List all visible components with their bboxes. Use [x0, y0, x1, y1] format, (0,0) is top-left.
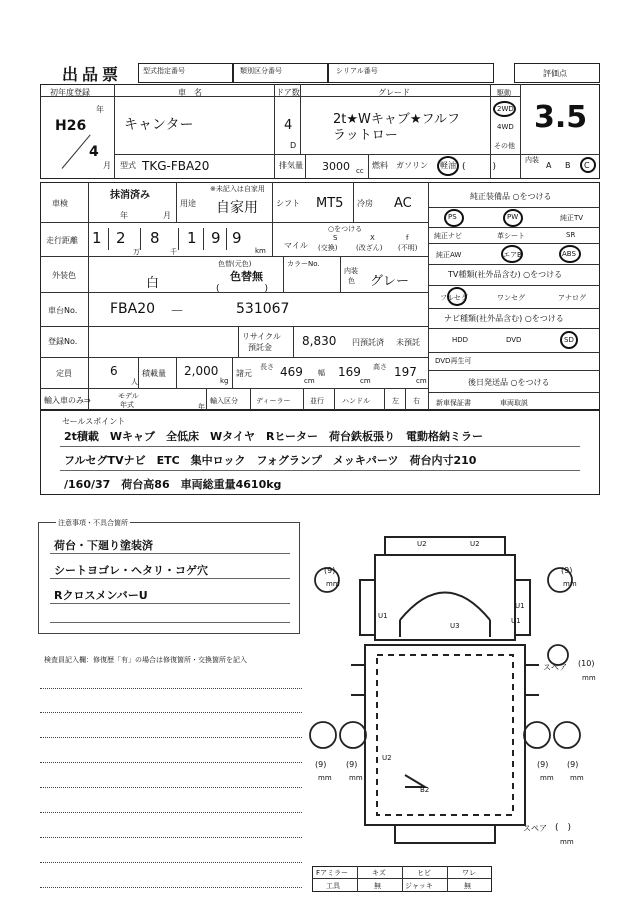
tread-front-right-unit: mm [563, 580, 577, 588]
height-label: 高さ [373, 363, 387, 371]
footer-r1-c4: ワレ [462, 869, 476, 877]
color-value: 白 [146, 276, 160, 291]
shift-label: シフト [276, 199, 300, 208]
tail-gate [395, 825, 495, 843]
first-reg-month: 4 [89, 144, 99, 160]
tread-rear-r1-unit: mm [540, 774, 554, 782]
shaken-value: 抹消済み [110, 190, 150, 201]
shaken-year-unit: 年 [120, 211, 128, 220]
later-title: 後日発送品 ○をつける [468, 378, 550, 387]
footer-r2-c2: 無 [374, 882, 381, 890]
navi-hdd: HDD [452, 336, 469, 344]
footer-r2-c3: ジャッキ [405, 882, 433, 890]
tread-rear-l2: (9) [346, 760, 358, 769]
capacity-label: 定員 [56, 369, 72, 378]
sales-points-label: セールスポイント [62, 417, 126, 426]
mile-label: マイル [284, 241, 308, 250]
interior-c: C [584, 161, 590, 170]
sales-point-line3: /160/37 荷台高86 車両総重量4610kg [64, 478, 282, 491]
car-name: キャンター [124, 117, 194, 133]
diagram-b2: B2 [420, 786, 430, 794]
fuel-diesel: 軽油 [440, 161, 456, 170]
length-value: 469 [280, 365, 303, 379]
tread-rear-r2-unit: mm [570, 774, 584, 782]
displacement-value: 3000 [322, 160, 350, 173]
spare2-label: スペア [523, 824, 547, 833]
capacity-unit: 人 [131, 378, 138, 386]
tv-type-title: TV種類(社外品含む) ○をつける [448, 270, 563, 279]
import-label: 輸入車のみ⇒ [44, 396, 91, 405]
modified-mark: Ⅹ [370, 234, 375, 242]
truck-diagram [305, 525, 605, 865]
usage-value: 自家用 [216, 200, 258, 216]
equip-abs: ABS [562, 250, 576, 258]
tread-rear-r2: (9) [567, 760, 579, 769]
serial-label: シリアル番号 [336, 67, 378, 75]
interior-color-label2: 色 [348, 277, 355, 285]
spare-label: スペア [543, 663, 567, 672]
recycle-label2: 預託金 [248, 343, 272, 352]
diagram-u1-right-top: U1 [515, 602, 525, 610]
color-no-label: カラーNo. [287, 260, 320, 268]
inspector-label: 検査員記入欄：修復歴「有」の場合は修復箇所・交換箇所を記入 [44, 656, 247, 664]
tread-rear-l1-unit: mm [318, 774, 332, 782]
load-unit: kg [220, 377, 229, 385]
diagram-u2-left: U2 [417, 540, 427, 548]
unknown-text: (不明) [398, 244, 418, 252]
handle-label: ハンドル [342, 397, 370, 405]
capacity-value: 6 [110, 364, 118, 378]
sales-point-line1: 2t積載 Wキャブ 全低床 Wタイヤ Rヒーター 荷台鉄板張り 電動格納ミラー [64, 430, 483, 443]
import-parallel: 並行 [310, 397, 324, 405]
model-value: TKG-FBA20 [142, 159, 210, 173]
tv-oneseg: ワンセグ [497, 294, 525, 302]
drive-label: 駆動 [497, 89, 511, 97]
spare2-unit: mm [560, 838, 574, 846]
displacement-unit: cc [356, 167, 364, 175]
diagram-u2-lower: U2 [382, 754, 392, 762]
sheet-title: 出品票 [62, 65, 123, 84]
note-item-3: RクロスメンバーU [54, 589, 148, 602]
recycle-paid: 円預託済 [352, 338, 384, 347]
mileage-digit-6: 9 [232, 229, 242, 247]
navi-dvd: DVD [506, 336, 522, 344]
ac-value: AC [394, 196, 412, 211]
cab-body [375, 555, 515, 640]
dvd-play: DVD再生可 [435, 357, 472, 365]
color-change-value: 色替無 [230, 270, 263, 283]
sales-point-line2: フルセグTVナビ ETC 集中ロック フォグランプ メッキパーツ 荷台内寸210 [64, 454, 477, 467]
handle-right: 右 [413, 397, 420, 405]
diagram-u2-right: U2 [470, 540, 480, 548]
man-unit: 万 [133, 248, 140, 256]
interior-b: B [565, 161, 571, 170]
drive-2wd: 2WD [497, 105, 514, 113]
windshield [400, 593, 490, 621]
tread-front-left: (9) [324, 566, 336, 575]
fuel-paren: ( ) [462, 162, 497, 172]
grade-label: グレード [378, 88, 410, 97]
height-value: 197 [394, 365, 417, 379]
wheel-rear-left-outer [310, 722, 336, 748]
height-unit: cm [416, 377, 427, 385]
grade-line1: 2t★Wキャブ★フルフ [333, 112, 461, 127]
unknown-mark: f [406, 234, 409, 242]
equip-ps: PS [448, 213, 457, 221]
model-year-label1: モデル [118, 392, 139, 400]
door-unit: D [290, 141, 297, 150]
dims-label: 諸元 [236, 369, 252, 378]
usage-note: ※未記入は自家用 [210, 185, 265, 193]
wheel-rear-right-outer [554, 722, 580, 748]
first-reg-label: 初年度登録 [50, 88, 90, 97]
note-item-2: シートヨゴレ・ヘタリ・コゲ穴 [54, 564, 208, 577]
score-value: 3.5 [534, 100, 588, 135]
drive-4wd: 4WD [497, 123, 514, 131]
color-change-paren: ( ) [216, 284, 269, 294]
shaken-label: 車検 [52, 199, 68, 208]
diagram-u1-right-bottom: U1 [511, 617, 521, 625]
score-label: 評価点 [543, 69, 567, 78]
first-reg-era: H26 [55, 118, 87, 134]
load-label: 積載量 [142, 369, 166, 378]
recycle-label1: リサイクル [242, 332, 281, 341]
import-class-label: 輸入区分 [210, 397, 238, 405]
drive-other: その他 [494, 142, 515, 150]
diagram-u3: U3 [450, 622, 460, 630]
mileage-digit-2: 2 [116, 229, 126, 247]
car-name-label: 車 名 [178, 88, 202, 97]
equip-tv: 純正TV [560, 214, 584, 222]
load-value: 2,000 [184, 364, 219, 378]
std-equipment-title: 純正装備品 ○をつける [470, 192, 552, 201]
navi-type-title: ナビ種類(社外品含む) ○をつける [444, 314, 564, 323]
modified-text: (改ざん) [356, 244, 383, 252]
mileage-digit-1: 1 [92, 229, 102, 247]
interior-color-value: グレー [370, 274, 410, 289]
equip-airbag: エアB [503, 251, 522, 259]
navi-sd: SD [564, 336, 574, 344]
tread-rear-l1: (9) [315, 760, 327, 769]
mileage-digit-3: 8 [150, 229, 160, 247]
grade-line2: ラットロー [333, 128, 398, 143]
wheel-rear-right-inner [524, 722, 550, 748]
tread-rear-l2-unit: mm [349, 774, 363, 782]
spare-unit: mm [582, 674, 596, 682]
handle-left: 左 [392, 397, 399, 405]
ac-label: 冷房 [357, 199, 373, 208]
spare2-paren: ( ) [555, 823, 572, 833]
interior-color-label1: 内装 [344, 267, 358, 275]
shift-value: MT5 [316, 196, 344, 211]
category-label: 類別区分番号 [240, 67, 282, 75]
width-value: 169 [338, 365, 361, 379]
width-unit: cm [360, 377, 371, 385]
chassis-label: 車台No. [48, 306, 78, 315]
chassis-dash: － [170, 304, 184, 320]
tread-front-left-unit: mm [326, 580, 340, 588]
later-warranty: 新車保証書 [436, 399, 471, 407]
mileage-digit-4: 1 [187, 229, 197, 247]
footer-r1-c2: キズ [372, 869, 386, 877]
footer-r1-c3: ヒビ [417, 869, 431, 877]
footer-r2-c1: 工具 [326, 882, 340, 890]
km-unit: km [255, 247, 266, 255]
length-label: 長さ [260, 363, 274, 371]
usage-label: 用途 [180, 199, 196, 208]
tread-front-right: (9) [561, 566, 573, 575]
truck-bed [365, 645, 525, 825]
color-label: 外装色 [52, 271, 76, 280]
interior-a: A [546, 161, 552, 170]
chassis-number: 531067 [236, 301, 290, 317]
sen-unit: 千 [170, 248, 177, 256]
tv-analog: アナログ [558, 294, 586, 302]
equip-aw: 純正AW [436, 251, 462, 259]
displacement-label: 排気量 [279, 161, 303, 170]
recycle-unpaid: 未預託 [396, 338, 420, 347]
interior-grade-label: 内装 [525, 156, 539, 164]
equip-leather: 革シート [497, 232, 525, 240]
month-unit: 月 [103, 161, 111, 170]
later-manual: 車両取説 [500, 399, 528, 407]
doors-value: 4 [284, 118, 293, 133]
shaken-month-unit: 月 [163, 211, 171, 220]
note-item-1: 荷台・下廻り塗装済 [54, 539, 153, 552]
left-door [360, 580, 375, 635]
spare-value: (10) [578, 659, 595, 668]
doors-label: ドア数 [276, 88, 300, 97]
fuel-gasoline: ガソリン [396, 161, 428, 170]
wheel-rear-left-inner [340, 722, 366, 748]
type-code-label: 型式指定番号 [143, 67, 185, 75]
width-label: 幅 [318, 369, 325, 377]
model-year-label2: 年式 [120, 401, 134, 409]
reg-no-label: 登録No. [48, 337, 78, 346]
equip-sr: SR [566, 231, 576, 239]
fuel-label: 燃料 [372, 161, 388, 170]
tv-fullseg: フルセグ [440, 294, 468, 302]
import-dealer: ディーラー [256, 397, 291, 405]
chassis-prefix: FBA20 [110, 301, 156, 317]
footer-r2-c4: 無 [464, 882, 471, 890]
recycle-value: 8,830 [302, 334, 337, 348]
replace-text: (交換) [318, 244, 338, 252]
diagram-u1-left: U1 [378, 612, 388, 620]
notes-label: 注意事項・不具合箇所 [58, 519, 128, 527]
model-label: 型式 [120, 161, 136, 170]
model-year-unit: 年 [198, 403, 205, 411]
footer-r1-c1: Fアミラー [316, 869, 349, 877]
equip-navi: 純正ナビ [434, 232, 462, 240]
mileage-label: 走行距離 [46, 236, 78, 245]
tread-rear-r1: (9) [537, 760, 549, 769]
replace-mark: S [333, 234, 338, 242]
year-unit: 年 [96, 105, 104, 114]
mark-note: ○をつける [328, 225, 363, 233]
length-unit: cm [304, 377, 315, 385]
mileage-digit-5: 9 [211, 229, 221, 247]
color-change-label: 色替(元色) [218, 260, 252, 268]
cab-roof [385, 537, 505, 555]
equip-pw: PW [507, 213, 519, 221]
